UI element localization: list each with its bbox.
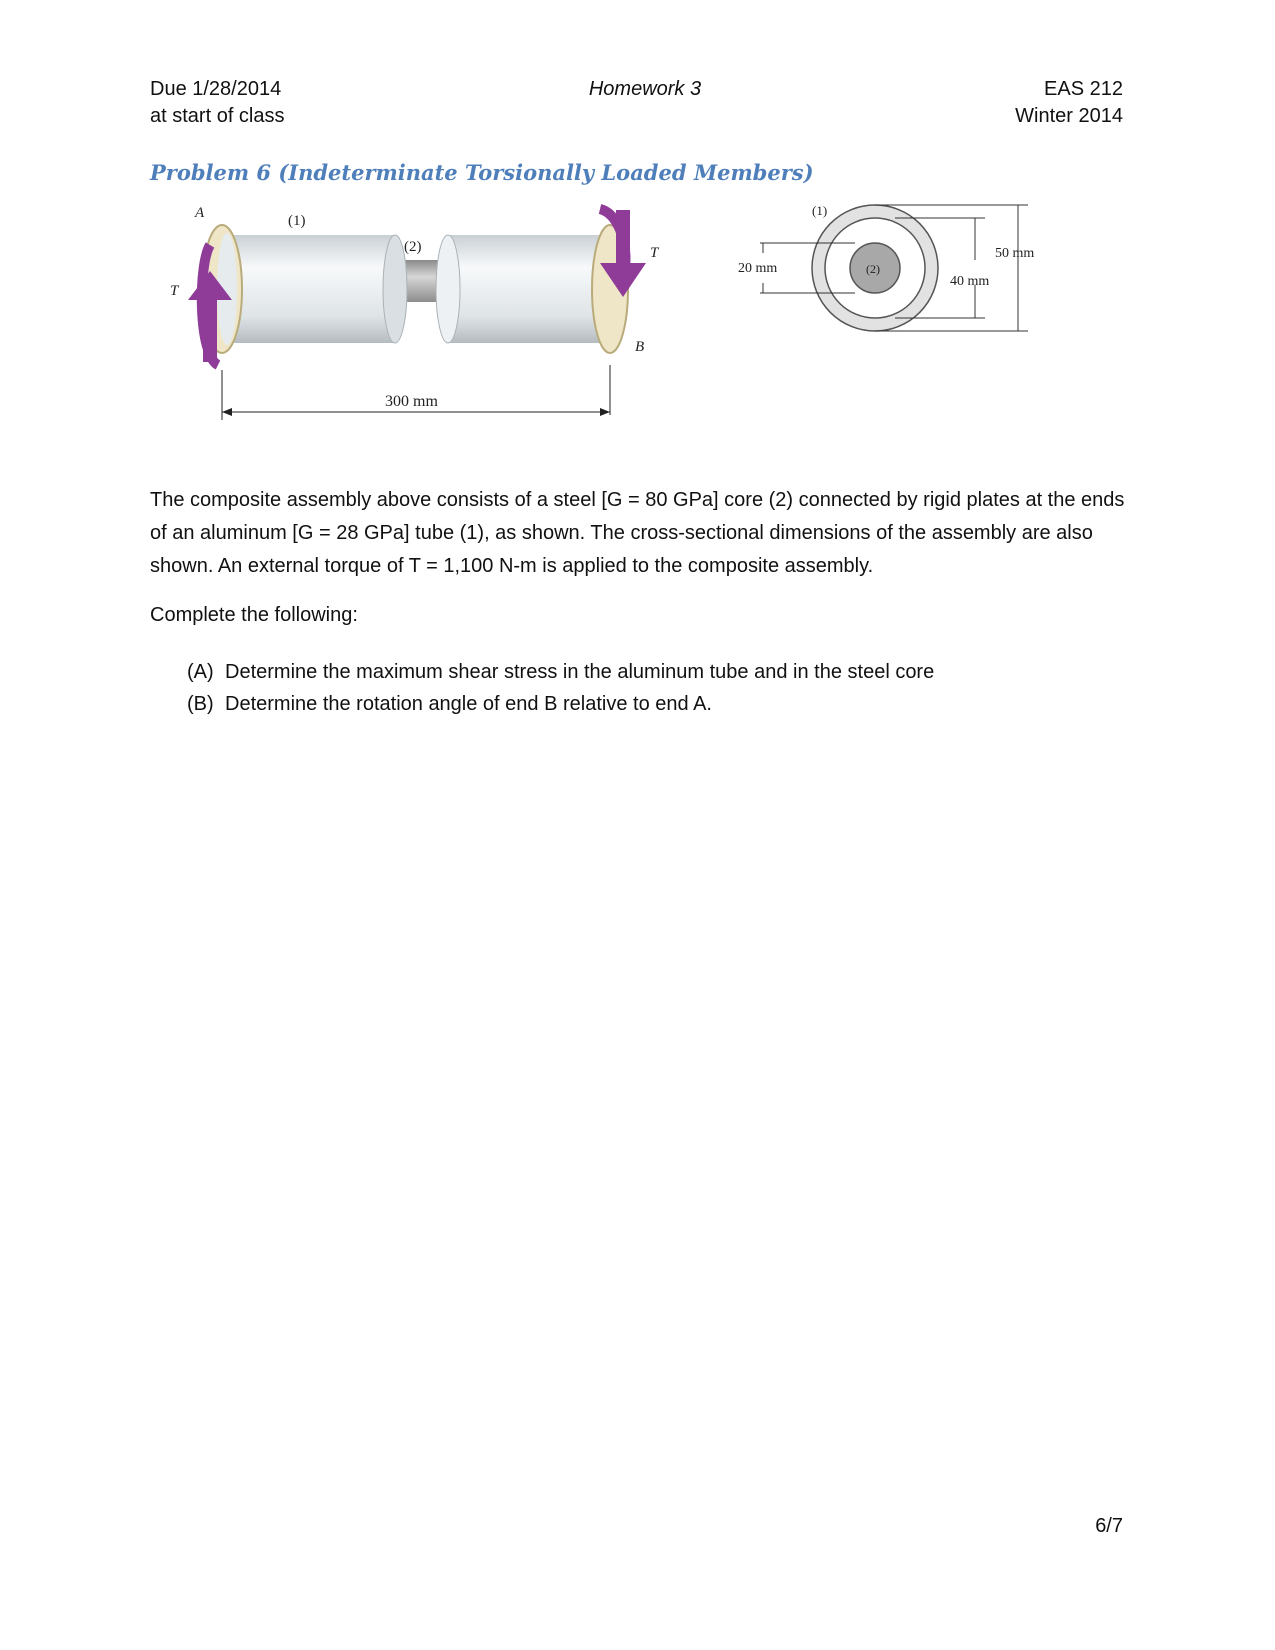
shaft-figure [170,205,690,430]
header-homework: Homework 3 [588,78,702,100]
problem-paragraph: The composite assembly above consists of a steel [G = 80 GPa] core (2) connected by rigid plates at the ends of an aluminum [G = 28 GPa] tube (1), as shown. The cross-sectional dimensions of the assembly are also shown. An external torque of T = 1,100 N-m is applied to the composite assembly. [150,489,1125,577]
task-list [187,656,934,720]
label-t-left: T [170,283,179,299]
task-text: Determine the rotation angle of end B relative to end A. [225,693,712,715]
label-tube: (1) [288,213,306,229]
header-due-note: at start of class [150,105,285,127]
length-label: 300 mm [385,393,438,410]
cross-section-figure [738,203,1080,345]
problem-title: Problem 6 (Indeterminate Torsionally Loaded Members) [150,160,814,185]
task-item-a [187,656,934,688]
section-label-tube: (1) [812,203,828,218]
task-text: Determine the maximum shear stress in the aluminum tube and in the steel core [225,661,935,683]
section-label-core: (2) [866,262,880,276]
torque-arrow-b-shaft [616,210,630,265]
label-a: A [195,205,205,221]
page-number: 6/7 [1095,1515,1123,1537]
dim-outer-label: 50 mm [995,246,1035,261]
header-due [150,76,285,130]
instruction: Complete the following: [150,604,358,626]
header-course-code: EAS 212 [1044,78,1123,100]
aluminum-tube-right [448,235,608,343]
header-term: Winter 2014 [1015,105,1123,127]
torque-arrow-a-shaft [203,300,217,362]
label-b: B [635,339,645,355]
aluminum-tube-left [225,235,397,343]
header-due-date: Due 1/28/2014 [150,78,282,100]
label-t-right: T [650,245,659,261]
dim-core-label: 20 mm [738,261,778,276]
task-item-b [187,688,934,720]
dim-arrow-right [600,408,610,416]
header-course [1015,76,1123,130]
task-label: (B) [187,693,214,715]
tube-cut-right [436,235,460,343]
task-label: (A) [187,661,214,683]
label-core: (2) [404,239,422,255]
dim-arrow-left [222,408,232,416]
dim-inner-label: 40 mm [950,274,990,289]
